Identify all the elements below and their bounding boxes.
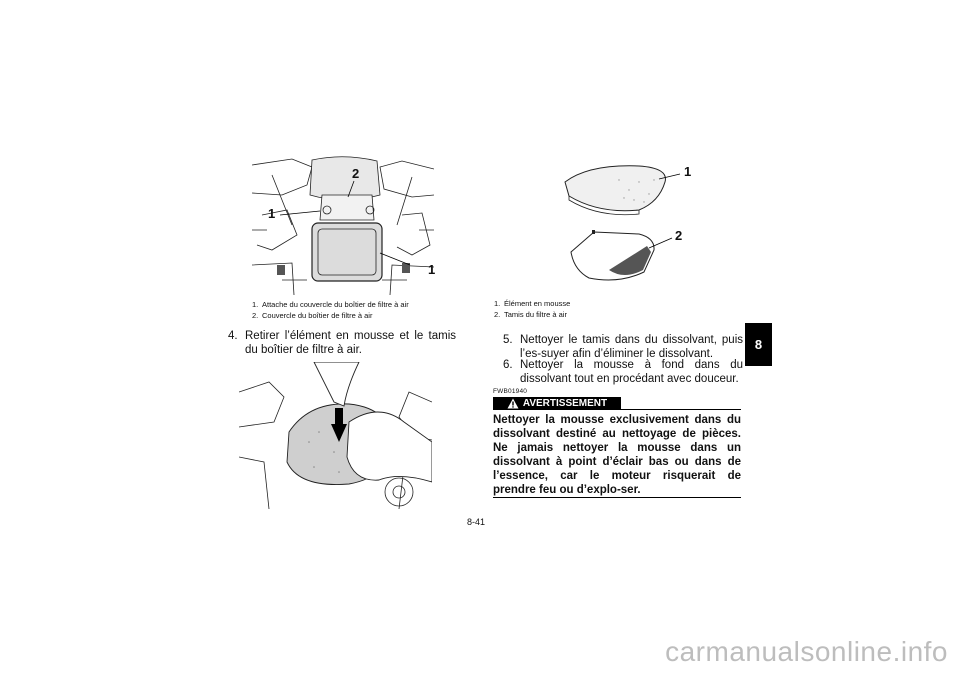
page-number: 8-41 xyxy=(467,517,486,527)
step-5: 5. Nettoyer le tamis dans du dissolvant, puis l’es-suyer afin d’éliminer le dissolvant. xyxy=(503,334,743,360)
warning-banner xyxy=(493,397,621,410)
callout-foam: 1 xyxy=(684,164,692,179)
callout-1-right: 1 xyxy=(428,262,436,277)
warning-rule xyxy=(621,409,741,410)
warning-bottom-rule xyxy=(493,497,741,498)
warning-triangle-icon xyxy=(507,398,519,409)
air-filter-cover-illustration xyxy=(252,155,434,295)
step-4: 4. Retirer l’élément en mousse et le tamis du boîtier de filtre à air. xyxy=(228,330,456,356)
chapter-tab: 8 xyxy=(745,323,772,366)
warning-label: AVERTISSEMENT xyxy=(522,398,608,409)
callout-1-left: 1 xyxy=(268,206,276,221)
caption-left: 1. Attache du couvercle du boîtier de filtre à air 2. Couvercle du boîtier de filtre à air xyxy=(252,300,409,320)
step-6: 6. Nettoyer la mousse à fond dans du dissolvant tout en procédant avec douceur. xyxy=(503,359,743,385)
warning-text: Nettoyer la mousse exclusivement dans du dissolvant destiné au nettoyage de pièces. Ne jamais nettoyer la mousse dans un dissolvant à point d’éclair bas ou dans de l’essence, car le moteur risquerait de prendre feu ou d’explo-ser. xyxy=(493,414,741,496)
watermark: carmanualsonline.info xyxy=(665,636,948,667)
warning-code: FWB01940 xyxy=(493,388,528,395)
callout-screen: 2 xyxy=(675,228,683,243)
foam-removal-illustration xyxy=(239,362,432,509)
foam-and-screen-illustration xyxy=(559,160,699,295)
caption-right: 1. Élément en mousse 2. Tamis du filtre à air xyxy=(494,299,571,319)
callout-2: 2 xyxy=(352,166,360,181)
